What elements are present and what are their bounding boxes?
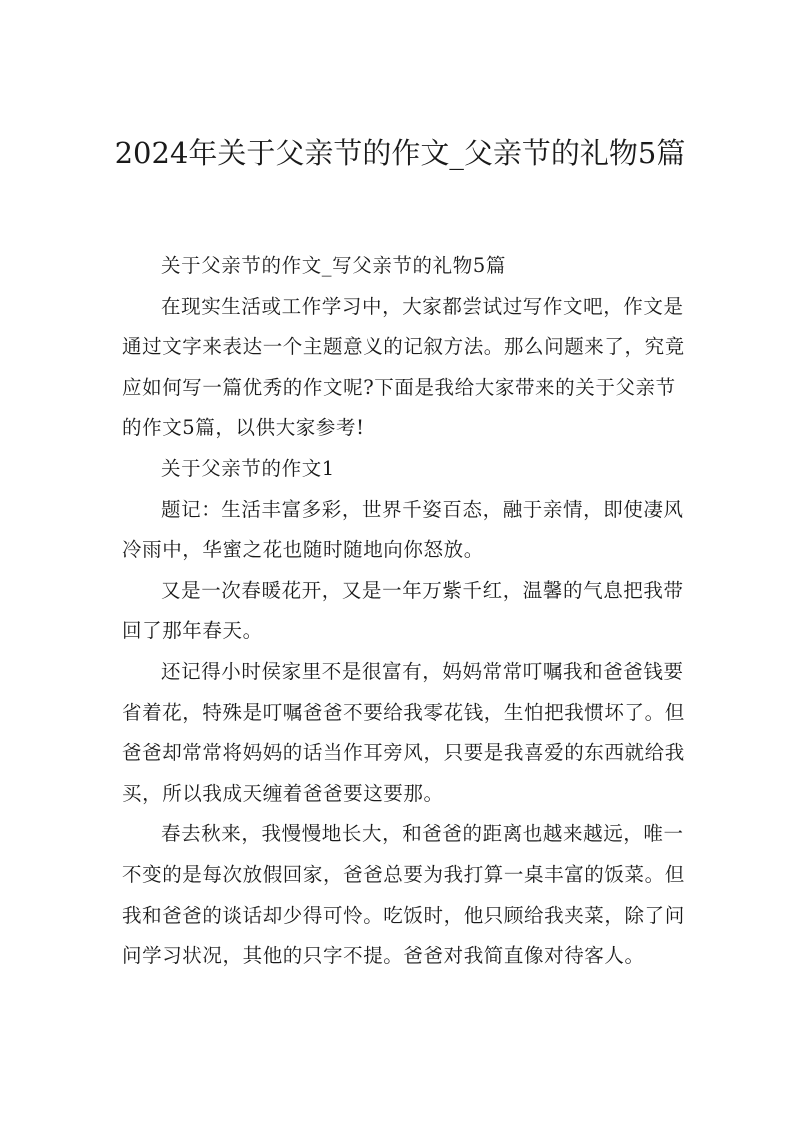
subtitle-paragraph: 关于父亲节的作文_写父亲节的礼物5篇 <box>161 254 506 277</box>
body-paragraph: 还记得小时侯家里不是很富有，妈妈常常叮嘱我和爸爸钱要省着花，特殊是叮嘱爸爸不要给我零花钱，生怕把我惯坏了。但爸爸却常常将妈妈的话当作耳旁风，只要是我喜爱的东西就给我买，所以我成天缠着爸爸要这要那。 <box>122 659 685 805</box>
intro-paragraph: 在现实生活或工作学习中，大家都尝试过写作文吧，作文是通过文字来表达一个主题意义的记叙方法。那么问题来了，究竟应如何写一篇优秀的作文呢?下面是我给大家带来的关于父亲节的作文5篇，以供大家参考! <box>122 294 685 440</box>
body-paragraph: 又是一次春暖花开，又是一年万紫千红，温馨的气息把我带回了那年春天。 <box>122 578 684 643</box>
document-body <box>122 246 694 977</box>
section-heading: 关于父亲节的作文1 <box>161 456 335 480</box>
epigraph-paragraph: 题记：生活丰富多彩，世界千姿百态，融于亲情，即使凄风冷雨中，华蜜之花也随时随地向你怒放。 <box>122 497 684 562</box>
document-title: 2024年关于父亲节的作文_父亲节的礼物5篇 <box>114 136 686 170</box>
body-paragraph: 春去秋来，我慢慢地长大，和爸爸的距离也越来越远，唯一不变的是每次放假回家，爸爸总要为我打算一桌丰富的饭菜。但我和爸爸的谈话却少得可怜。吃饭时，他只顾给我夹菜，除了问问学习状况，其他的只字不提。爸爸对我简直像对待客人。 <box>122 822 685 968</box>
